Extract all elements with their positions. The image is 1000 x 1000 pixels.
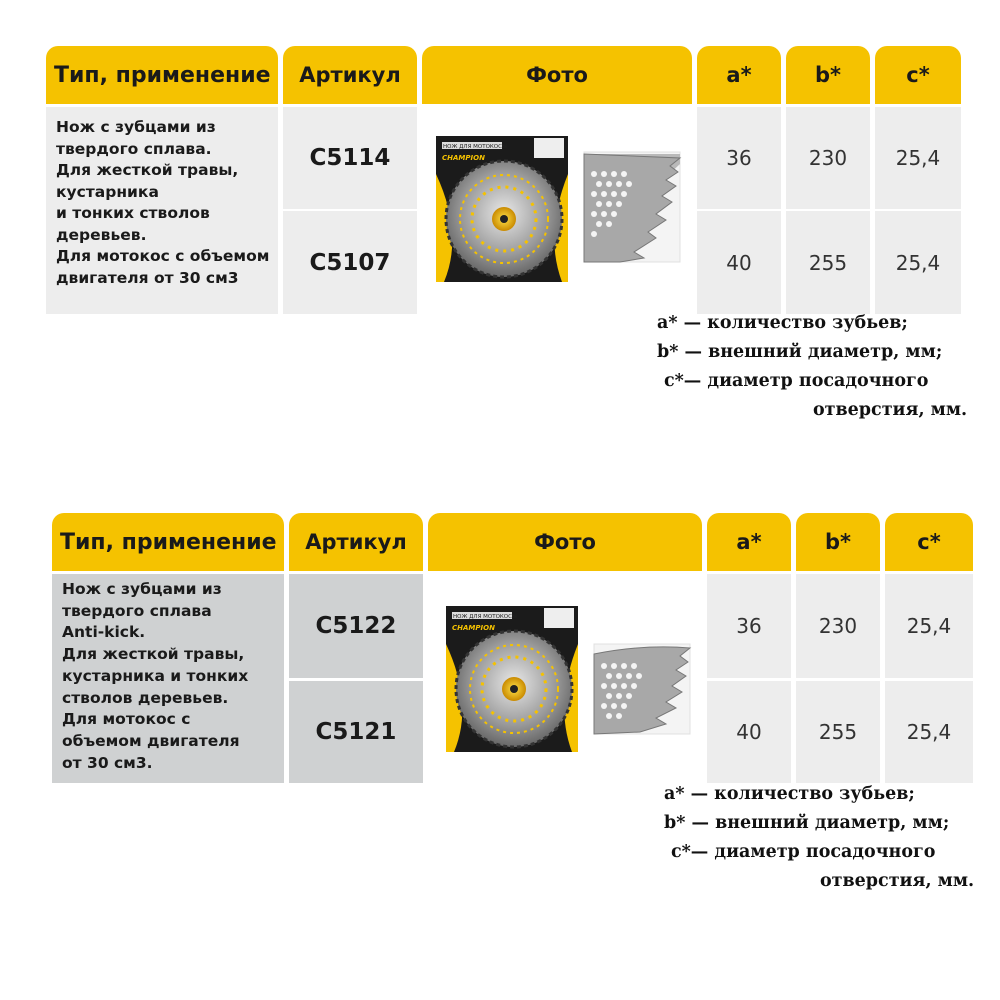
- description-line: двигателя от 30 см3: [56, 268, 239, 287]
- type-description: [52, 574, 284, 783]
- product-photo: [444, 604, 694, 754]
- legend-line: c*— диаметр посадочного: [671, 842, 936, 862]
- header-type: Тип, применение: [52, 513, 284, 571]
- description-line: Для мотокос с: [62, 710, 191, 729]
- header-photo: Фото: [422, 46, 692, 104]
- b-value: 230: [796, 574, 880, 678]
- legend-line: c*— диаметр посадочного: [664, 371, 929, 391]
- package-label: НОЖ ДЛЯ МОТОКОСЫ: [453, 614, 517, 620]
- description-line: Для жесткой травы,: [56, 161, 239, 179]
- description-line: объемом двигателя: [62, 731, 240, 750]
- legend-line: b* — внешний диаметр, мм;: [657, 342, 943, 362]
- description-line: от 30 см3.: [62, 753, 153, 772]
- description-line: твердого сплава: [62, 601, 212, 620]
- header-c: c*: [875, 46, 961, 104]
- legend-line: отверстия, мм.: [820, 871, 975, 891]
- header-b: b*: [796, 513, 880, 571]
- article-cell: C5114: [283, 107, 417, 209]
- header-b: b*: [786, 46, 870, 104]
- a-value: 36: [697, 107, 781, 209]
- b-value: 255: [796, 681, 880, 783]
- description-line: и тонких стволов: [56, 204, 210, 222]
- product-photo: [434, 134, 684, 284]
- description-line: Для жесткой травы,: [62, 645, 245, 664]
- header-a: a*: [697, 46, 781, 104]
- b-value: 230: [786, 107, 870, 209]
- c-value: 25,4: [875, 107, 961, 209]
- article-cell: C5122: [289, 574, 423, 678]
- type-description: [46, 107, 278, 314]
- package-label: НОЖ ДЛЯ МОТОКОСЫ: [443, 144, 507, 150]
- header-article: Артикул: [283, 46, 417, 104]
- article-cell: C5107: [283, 211, 417, 314]
- description-line: деревьев.: [56, 225, 147, 244]
- description-line: Нож с зубцами из: [56, 118, 216, 136]
- c-value: 25,4: [885, 681, 973, 783]
- legend-line: a* — количество зубьев;: [664, 784, 915, 804]
- header-a: a*: [707, 513, 791, 571]
- b-value: 255: [786, 211, 870, 314]
- description-line: Для мотокос с объемом: [56, 247, 270, 265]
- description-line: Anti-kick.: [62, 623, 146, 642]
- header-photo: Фото: [428, 513, 702, 571]
- description-line: кустарника и тонких: [62, 666, 249, 685]
- description-line: Нож с зубцами из: [62, 580, 222, 598]
- brand-logo: CHAMPION: [442, 154, 485, 162]
- a-value: 40: [707, 681, 791, 783]
- a-value: 36: [707, 574, 791, 678]
- description-line: стволов деревьев.: [62, 688, 229, 707]
- header-type: Тип, применение: [46, 46, 278, 104]
- legend-line: a* — количество зубьев;: [657, 313, 908, 333]
- header-c: c*: [885, 513, 973, 571]
- legend-line: b* — внешний диаметр, мм;: [664, 813, 950, 833]
- description-line: кустарника: [56, 182, 159, 201]
- a-value: 40: [697, 211, 781, 314]
- brand-logo: CHAMPION: [452, 624, 495, 632]
- header-article: Артикул: [289, 513, 423, 571]
- description-line: твердого сплава.: [56, 139, 212, 158]
- c-value: 25,4: [875, 211, 961, 314]
- article-cell: C5121: [289, 681, 423, 783]
- legend-line: отверстия, мм.: [813, 400, 968, 420]
- c-value: 25,4: [885, 574, 973, 678]
